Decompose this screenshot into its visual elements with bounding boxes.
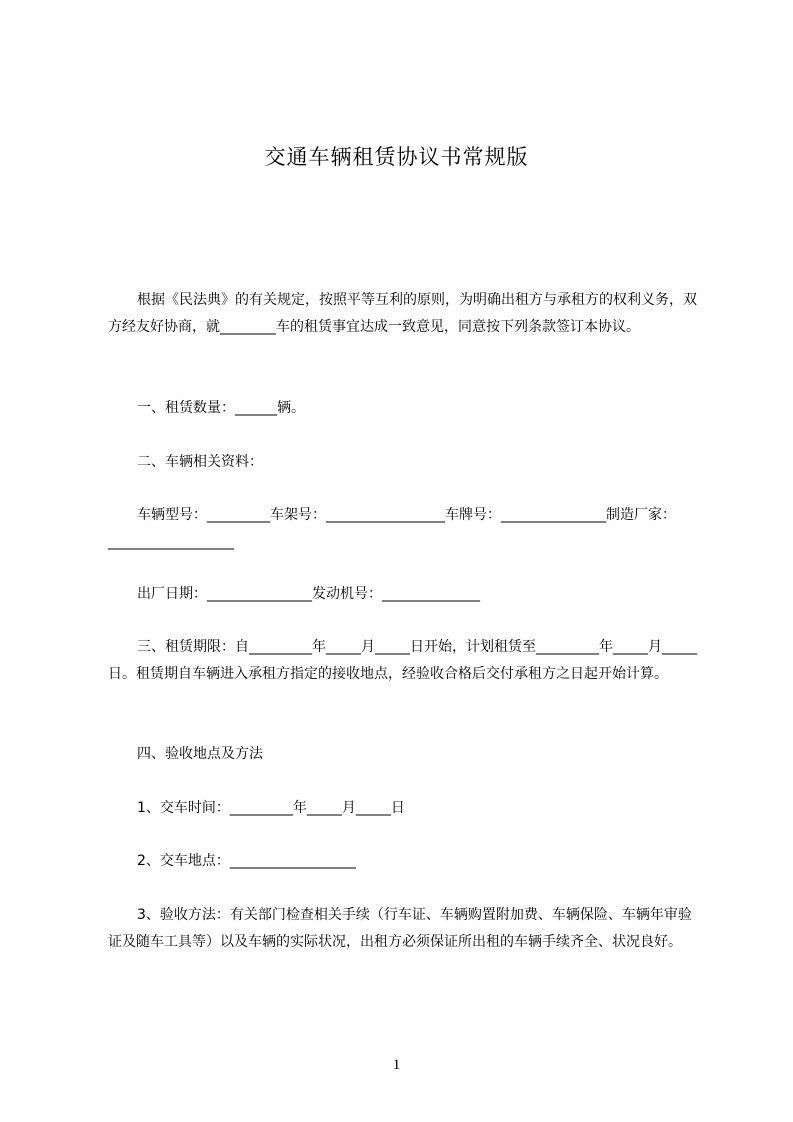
section-rental-quantity: 一、租赁数量：______辆。 xyxy=(137,400,305,416)
section-rental-period: 三、租赁期限：自_________年_____月_____日开始，计划租赁至_________年_____月_____日。租赁期自车辆进入承租方指定的接收地点，经验收合格后交付承租方之日起开始计算。 xyxy=(108,639,697,682)
document-title: 交通车辆租赁协议书常规版 xyxy=(264,145,529,169)
section-vehicle-info-heading: 二、车辆相关资料： xyxy=(137,454,263,470)
vehicle-info-paragraph: 车辆型号：_________车架号：_________________车牌号：_______________制造厂家：__________________ xyxy=(108,507,676,550)
section-inspection-heading: 四、验收地点及方法 xyxy=(137,746,263,762)
item-delivery-location: 2、交车地点：__________________ xyxy=(137,853,356,869)
intro-paragraph: 根据《民法典》的有关规定，按照平等互利的原则，为明确出租方与承租方的权利义务，双方经友好协商，就________车的租赁事宜达成一致意见，同意按下列条款签订本协议。 xyxy=(108,292,697,335)
page-number: 1 xyxy=(392,1057,401,1073)
item-delivery-time: 1、交车时间：_________年_____月_____日 xyxy=(137,800,405,816)
factory-info-line: 出厂日期：_______________发动机号：______________ xyxy=(137,586,480,602)
item-inspection-method: 3、验收方法：有关部门检查相关手续（行车证、车辆购置附加费、车辆保险、车辆年审验证及随车工具等）以及车辆的实际状况，出租方必须保证所出租的车辆手续齐全、状况良好。 xyxy=(108,907,692,950)
